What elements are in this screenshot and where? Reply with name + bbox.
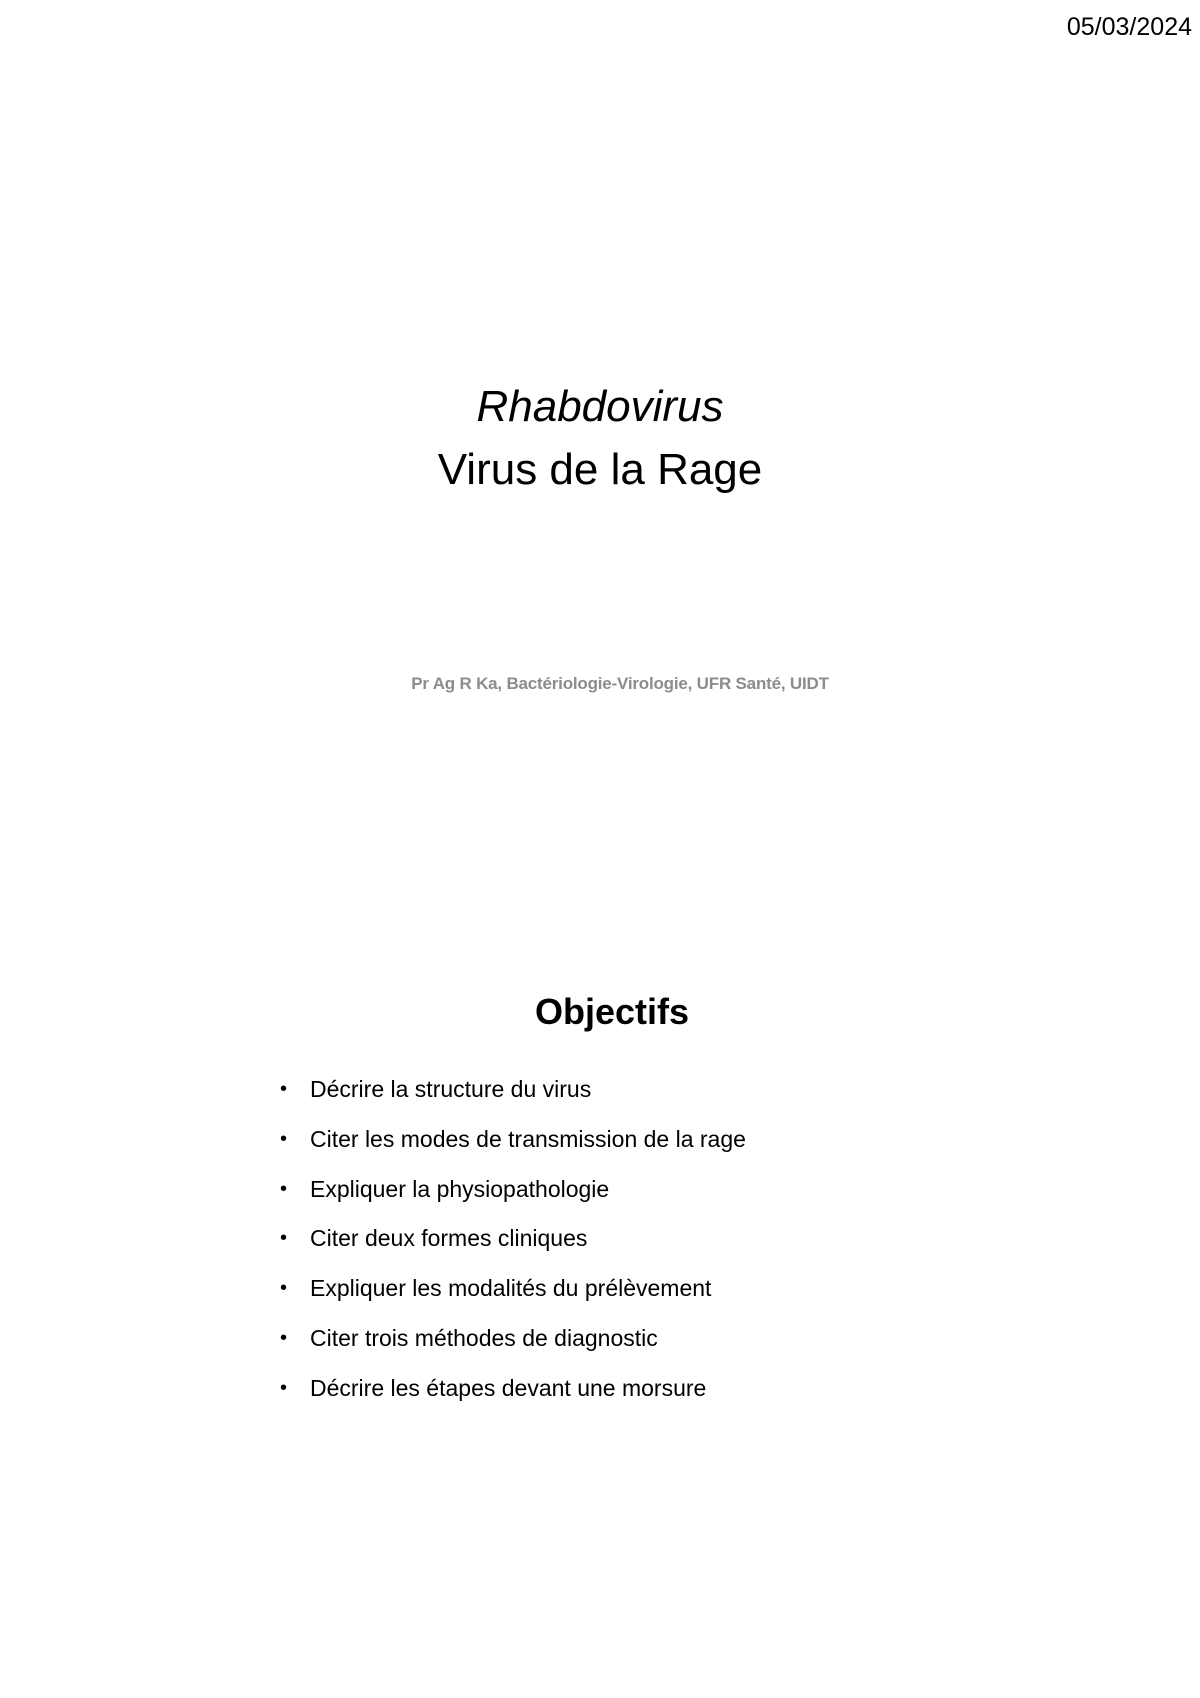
objectives-heading: Objectifs <box>534 991 690 1032</box>
author-credit: Pr Ag R Ka, Bactériologie-Virologie, UFR Santé, UIDT <box>411 674 829 693</box>
objective-text: Décrire les étapes devant une morsure <box>310 1374 707 1401</box>
objective-item <box>280 1074 746 1104</box>
objective-text: Expliquer la physiopathologie <box>310 1175 610 1202</box>
objective-item <box>280 1223 746 1253</box>
bullet-icon: • <box>280 1376 288 1399</box>
bullet-icon: • <box>280 1078 288 1100</box>
objective-text: Expliquer les modalités du prélèvement <box>310 1275 712 1302</box>
bullet-icon: • <box>280 1177 288 1200</box>
objectives-list <box>280 1074 746 1423</box>
objective-item <box>280 1323 746 1353</box>
objective-item <box>280 1124 746 1154</box>
objective-text: Décrire la structure du virus <box>310 1076 592 1102</box>
objective-item <box>280 1373 746 1403</box>
bullet-icon: • <box>280 1127 288 1150</box>
main-title: Virus de la Rage <box>437 445 763 494</box>
objective-text: Citer deux formes cliniques <box>310 1225 588 1252</box>
page-date: 05/03/2024 <box>1066 13 1192 41</box>
bullet-icon: • <box>280 1227 288 1250</box>
bullet-icon: • <box>280 1277 288 1300</box>
objective-item <box>280 1273 746 1303</box>
genus-title: Rhabdovirus <box>476 382 724 431</box>
objective-text: Citer trois méthodes de diagnostic <box>310 1324 658 1351</box>
objective-item <box>280 1174 746 1204</box>
objective-text: Citer les modes de transmission de la rage <box>310 1125 746 1152</box>
bullet-icon: • <box>280 1326 288 1349</box>
title-slide <box>0 380 1200 498</box>
